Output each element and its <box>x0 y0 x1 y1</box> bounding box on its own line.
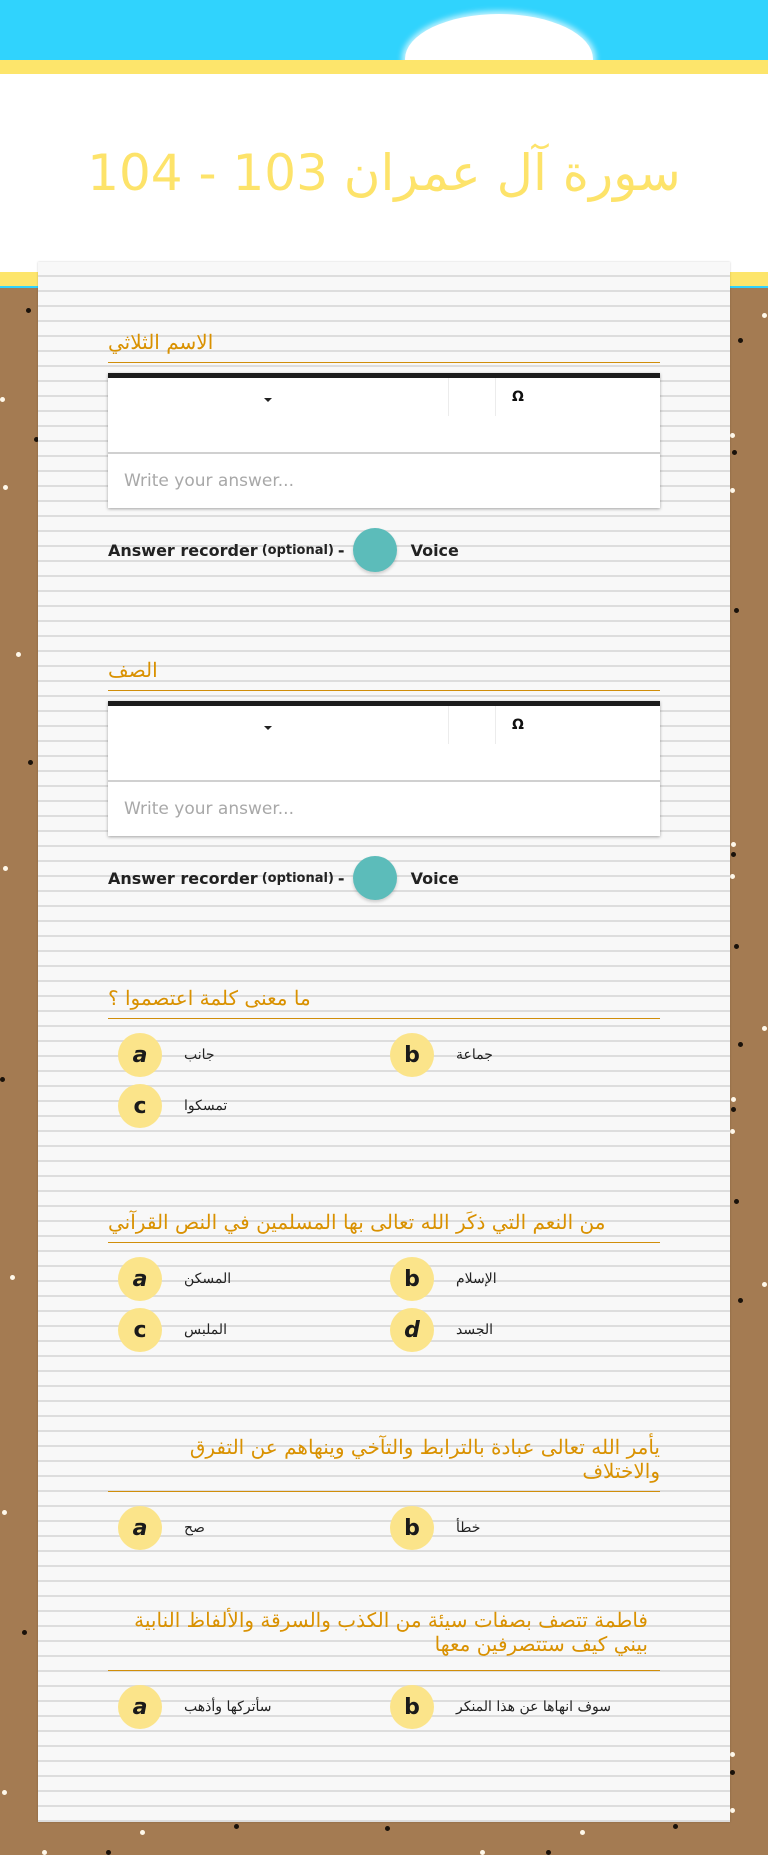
dot-decoration <box>22 1630 27 1635</box>
recorder-label: Answer recorder <box>108 540 258 560</box>
dot-decoration <box>0 397 5 402</box>
option-a[interactable] <box>118 1506 205 1550</box>
question-scenario <box>108 1608 660 1745</box>
font-dropdown-caret-icon[interactable] <box>264 398 272 402</box>
dot-decoration <box>16 652 21 657</box>
dot-decoration <box>738 1042 743 1047</box>
recorder-dash: - <box>337 540 345 560</box>
dot-decoration <box>730 488 735 493</box>
dot-decoration <box>10 1275 15 1280</box>
question-title: يأمر الله تعالى عبادة بالترابط والتآخي وينهاهم عن التفرق والاختلاف <box>189 1435 660 1483</box>
voice-label: Voice <box>410 540 459 560</box>
divider <box>108 1242 660 1243</box>
editor-toolbar <box>108 378 660 454</box>
dot-decoration <box>738 338 743 343</box>
dot-decoration <box>2 1510 7 1515</box>
dot-decoration <box>734 944 739 949</box>
dot-decoration <box>140 1830 145 1835</box>
dot-decoration <box>731 852 736 857</box>
question-title: ما معنى كلمة اعتصموا ؟ <box>108 986 311 1010</box>
special-characters-icon[interactable]: Ω <box>512 389 524 405</box>
voice-record-button[interactable] <box>353 528 397 572</box>
dot-decoration <box>480 1850 485 1855</box>
option-b[interactable] <box>390 1033 493 1077</box>
toolbar-separator <box>448 706 449 744</box>
option-a[interactable] <box>118 1685 271 1729</box>
option-a[interactable] <box>118 1033 215 1077</box>
recorder-dash: - <box>337 868 345 888</box>
option-b[interactable] <box>390 1506 480 1550</box>
dot-decoration <box>730 874 735 879</box>
dot-decoration <box>731 1107 736 1112</box>
dot-decoration <box>385 1826 390 1831</box>
option-text: خطأ <box>456 1520 481 1536</box>
dot-decoration <box>731 1097 736 1102</box>
option-letter-badge: b <box>390 1685 434 1729</box>
dot-decoration <box>546 1850 551 1855</box>
option-letter-badge: a <box>118 1257 162 1301</box>
voice-label: Voice <box>410 868 459 888</box>
dot-decoration <box>738 1298 743 1303</box>
option-text: صح <box>184 1520 205 1536</box>
option-letter-badge: b <box>390 1033 434 1077</box>
option-text: تمسكوا <box>184 1098 228 1114</box>
dot-decoration <box>732 450 737 455</box>
rich-text-editor <box>108 373 660 508</box>
recorder-optional-label: (optional) <box>261 870 334 886</box>
voice-record-button[interactable] <box>353 856 397 900</box>
toolbar-separator <box>448 378 449 416</box>
option-letter-badge: a <box>118 1033 162 1077</box>
option-b[interactable] <box>390 1685 611 1729</box>
dot-decoration <box>762 1282 767 1287</box>
dot-decoration <box>26 308 31 313</box>
answer-recorder <box>108 856 660 900</box>
option-text: الجسد <box>456 1322 494 1338</box>
question-title: من النعم التي ذكَر الله تعالى بها المسلمين في النص القرآني <box>108 1210 606 1234</box>
options-list <box>108 1506 660 1566</box>
dot-decoration <box>730 433 735 438</box>
divider <box>108 1018 660 1019</box>
question-choice-3 <box>108 986 660 1143</box>
divider <box>108 690 660 691</box>
option-d[interactable] <box>390 1308 493 1352</box>
option-letter-badge: a <box>118 1685 162 1729</box>
dot-decoration <box>673 1824 678 1829</box>
option-letter-badge: a <box>118 1506 162 1550</box>
option-text: جماعة <box>456 1047 493 1063</box>
worksheet-paper <box>38 262 730 1822</box>
option-text: سوف انهاها عن هذا المنكر <box>456 1699 611 1715</box>
answer-recorder <box>108 528 660 572</box>
question-title: فاطمة تتصف بصفات سيئة من الكذب والسرقة والألفاظ النابية بيني كيف ستتصرفين معها <box>134 1608 648 1656</box>
dot-decoration <box>762 313 767 318</box>
option-letter-badge: c <box>118 1308 162 1352</box>
dot-decoration <box>762 1026 767 1031</box>
option-text: جانب <box>184 1047 215 1063</box>
editor-toolbar <box>108 706 660 782</box>
divider <box>108 362 660 363</box>
option-text: الملبس <box>184 1322 227 1338</box>
title-banner <box>0 60 768 286</box>
dot-decoration <box>731 842 736 847</box>
dot-decoration <box>2 1790 7 1795</box>
dot-decoration <box>0 1077 5 1082</box>
divider <box>108 1670 660 1671</box>
rich-text-editor <box>108 701 660 836</box>
option-text: سأتركها وأذهب <box>184 1699 272 1715</box>
option-letter-badge: b <box>390 1257 434 1301</box>
question-title: الصف <box>108 658 158 682</box>
font-dropdown-caret-icon[interactable] <box>264 726 272 730</box>
dot-decoration <box>730 1808 735 1813</box>
dot-decoration <box>234 1824 239 1829</box>
page-title: سورة آل عمران 103 - 104 <box>87 144 681 202</box>
dot-decoration <box>3 485 8 490</box>
special-characters-icon[interactable]: Ω <box>512 717 524 733</box>
option-text: المسكن <box>184 1271 232 1287</box>
divider <box>108 1491 660 1492</box>
option-c[interactable] <box>118 1084 227 1128</box>
dot-decoration <box>106 1850 111 1855</box>
dot-decoration <box>730 1129 735 1134</box>
question-title: الاسم الثلاثي <box>108 330 214 354</box>
dot-decoration <box>730 1752 735 1757</box>
dot-decoration <box>734 608 739 613</box>
options-list <box>108 1257 660 1367</box>
option-text: الإسلام <box>456 1271 497 1287</box>
question-true-false <box>108 1435 660 1566</box>
option-letter-badge: c <box>118 1084 162 1128</box>
question-class <box>108 658 660 900</box>
toolbar-separator <box>495 378 496 416</box>
dot-decoration <box>730 1770 735 1775</box>
answer-input[interactable] <box>108 454 660 508</box>
option-a[interactable] <box>118 1257 231 1301</box>
option-c[interactable] <box>118 1308 227 1352</box>
answer-input[interactable] <box>108 782 660 836</box>
recorder-label: Answer recorder <box>108 868 258 888</box>
dot-decoration <box>3 866 8 871</box>
question-full-name <box>108 330 660 572</box>
dot-decoration <box>734 1199 739 1204</box>
option-letter-badge: d <box>390 1308 434 1352</box>
dot-decoration <box>42 1850 47 1855</box>
recorder-optional-label: (optional) <box>261 542 334 558</box>
option-b[interactable] <box>390 1257 497 1301</box>
question-choice-4 <box>108 1210 660 1367</box>
option-letter-badge: b <box>390 1506 434 1550</box>
toolbar-separator <box>495 706 496 744</box>
dot-decoration <box>28 760 33 765</box>
options-list <box>108 1033 660 1143</box>
options-list <box>108 1685 660 1745</box>
dot-decoration <box>580 1830 585 1835</box>
